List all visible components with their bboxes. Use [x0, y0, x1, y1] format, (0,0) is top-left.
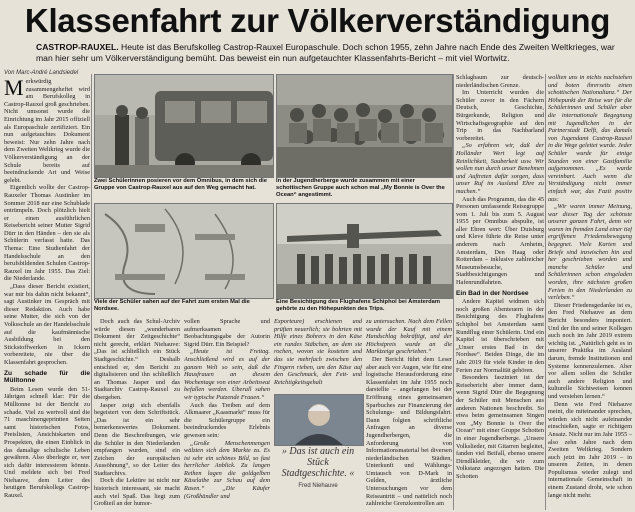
- col4-p1: Exporteure) erschienen und prüften neuerlich; sie bohrten mit Hilfe eines Bohrers in den Käse ein rundes Stäbchen, an dem sie rochen, wovon sie kosteten und das sie mehrfach zwischen den Fingern rieben, um den Käse auf den Geschmack, den Fett- und Reichtigkeitsgehalt: [274, 318, 362, 386]
- col2-p2: Jasper zeigt sich ebenfalls begeistert von dem Schriftstück. „Das ist ein sehr bemerkenswertes Dokument. Denn die Beschreibungen, wie die Schüler in den Niederlanden empfangen wurden, sind ein Zeichen der europäischen Aussöhnung“, so der Leiter des Stadtarchivs.: [94, 401, 180, 477]
- col3-p1: vollen Sprache und aufmerksamen Beobachtungsgabe der Autorin Sigrid Dürr. Ein Beispiel?: [184, 318, 270, 348]
- lead-place: CASTROP-RAUXEL.: [36, 42, 119, 52]
- youth-hostel-image: [277, 75, 452, 177]
- byline: Von Marc-André Landsiedel: [4, 70, 79, 76]
- col7-p2: „Wir waren immer Meinung, war dieser Tag der schönste unserer ganzen Fahrt, denn wir waren im fremden Land einer tief ergriffenen Friedensbewegung begegnet. Viele Karten und Briefe sind inzwischen hin und her geschrieben worden und manche Schüler und Schülerinnen schon eingeladen worden, ihre nächsten großen Ferien in den Niederlanden zu verleben.“: [548, 203, 632, 302]
- col5-p1: Der Bericht führt dem Leser aber auch vor Augen, wie für eine logistische Herausforderung eine Klassenfahrt im Jahr 1955 noch darstellte – angefangen bei der Eröffnung eines gemeinsamen Sparbuches zur Finanzierung der Schulungs- und Bildungsfahrt. Dann folgten schriftliche Anfragen an diverse Jugendherbergen, die Anforderung von Informationsmaterial bei diversen niederländischen Städten, Unterkunft und Wählungs-Umtausch von D-Mark in Gulden, ärztliche Untersuchungen vor dem Reiseantritt – und natürlich noch zahlreiche Grenzkontrollen am: [366, 355, 452, 508]
- photo-youth-hostel: [276, 74, 453, 178]
- col1-p1: erkwürdig zusammengeheftet wird am Berufskolleg in Castrop-Rauxel groß geschrieben. Nicht umsonst wurde die Einrichtung im Jahr 2015 offiziell als Europaschule zertifiziert. Ein nun aufgetauchtes Dokument beweist: Nur zehn Jahre nach dem Zweiten Weltkrieg wurde die Völkerverständigung an der Schule bereits auf beeindruckende Art und Weise gelebt.: [4, 78, 90, 184]
- photo-portrait: [274, 394, 364, 446]
- map-image: [95, 204, 273, 298]
- column-4: [274, 318, 362, 392]
- bus-image: [95, 75, 273, 177]
- col6-p6: Besonders fasziniert ist der Reisebericht aber immer dann, wenn Sigrid Dürr die Begegnung der Schüler mit Menschen aus anderen Nationen beschreibt. So etwa beim gemeinsamen Singen von „My Bonnie is Over the Ocean“ mit einer Gruppe Schotten in einer Jugendherberge. „Unsere Volkslieder, mit Gitarren begleitet, fanden viel Beifall, ebenso unsere Dirndlkleider, die wir zum Volkstanz angezogen hatten. Die Schotten: [456, 374, 544, 480]
- caption-youth-hostel: In der Jugendherberge wurde zusammen mit einer schottischen Gruppe auch schon mal „My Bonnie is Over the Ocean“ angestimmt.: [276, 178, 445, 198]
- photo-airport: [276, 203, 453, 299]
- subheading-nordsee: Ein Bad in der Nordsee: [456, 289, 529, 297]
- col6-p3: „So erfahren wir, daß der Holländer Wert legt auf Reinlichkeit, Sauberkeit usw. Wir wollen nun durch unser Benehmen und Auftreten dafür sorgen, dass unser Ruf im Ausland Ehre zu machen.“: [456, 142, 544, 195]
- column-6: [456, 74, 544, 510]
- column-rule: [453, 74, 454, 510]
- col1-p3: „Dass dieser Bericht existiert, war mir bis dahin nicht bekannt“, sagt Austinker im Gespräch mit dieser Redaktion. Auch habe seine Mutter, die sich von der Volksschule an der Handelsschule auf die kaufmännische Ausbildung bei den Stickstoffwerken in Ickern vorbereitete, nie über die Klassenfahrt gesprochen.: [4, 283, 90, 366]
- col6-p2: Im Unterricht wurden die Schüler zuvor in den Fächern Deutsch, Geschichte, Bürgerkunde, Religion und Wirtschaftsgeographie auf den Trip in das Nachbarland vorbereitet.: [456, 89, 544, 142]
- col1-p2: Eigentlich wollte der Castrop-Rauxeler Thomas Austinker im Sommer 2018 nur eine Schublade entrümpeln. Doch plötzlich hielt er einen ausführlichen Reisebericht seiner Mutter Sigrid Dürr in den Händen – den sie als Schülerin verfasst hatte. Das Thema: Eine Studienfahrt der Handelsschule an den berufsbildenden Schulen Castrop-Rauxel im Jahr 1955. Das Ziel: die Niederlande.: [4, 184, 90, 283]
- column-rule: [91, 74, 92, 510]
- col4-p2: zu untersuchen. Nach dem Fellen wurde der Kauf mit einem Handschlag bekräftigt, und der Höchstpreis wurde an die Marktzeige geschrieben.“: [366, 318, 452, 356]
- col6-p4: Auch das Programm, das die 45 Personen umfassende Reisegruppe vom 1. Juli bis zum 5. August 1955 per Omnibus abspulte, ist aller Ehren wert: Über Duisburg und Kleve führte die Reise unter anderem nach Arnheim, Amsterdam, Den Haag oder Rotterdam – inklusive zahlreicher Museumsbesuche, Stadtbesichtigungen und Hafenrundfahrten.: [456, 195, 544, 287]
- col3-p3: Auch das Treiben auf dem Alkmaarer „Kaasmarkt“ muss für die Schülergruppe ein beeindruckendes Erlebnis gewesen sein:: [184, 401, 270, 439]
- quote-text: » Das ist auch ein Stück Stadtgeschichte. «: [281, 446, 355, 479]
- col3-p2: „Heute ist Freitag. Anschließend wird es auf der ganzen Welt so sein, daß die Hausfrauen an diesem Wochentage von einer Arbeitswut befallen werden. Überall sahen wir typische Putzende Frauen.“: [184, 348, 270, 401]
- quote-author: Fred Niehauve: [298, 483, 338, 489]
- col1-p4: Beim Lesen wurde den 51-Jährigen schnell klar: Für die Mülltonne ist der Bericht zu schade. Viel zu wertvoll sind die 71 maschinengeprintten Seiten samt historischen Fotos, Preislisten, Ansichtskarten und Prospekten, die einen Einblick in das damalige schulische Leben gewähren. Also überlegte er, wer sich dafür interessieren könnte. Und meldete sich bei Fred Niehauve, dem Leiter des heutigen Berufskollegs Castrop-Rauxel.: [4, 385, 90, 500]
- col2-p1: Doch auch das Schul-Archiv würde diesen „wunderbaren Dokument der Zeitgeschichte“ nicht gerecht, erklärt Niehauve: „Das ist schließlich ein Stück Stadtgeschichte.“ Deshalb entschied er, den Bericht zu digitalisieren und ihn schließlich an Thomas Jasper und das Stadtarchiv Castrop-Rauxel zu übergeben.: [94, 318, 180, 401]
- column-rule: [545, 74, 546, 510]
- col7-p4: Denn wie Fred Niehauve meint, die miteinander sprechen, würden sich nicht aufeinander einschießen, sagte er richtigem Ansatz. Nicht nur im Jahr 1955 – also zehn Jahre nach dem Zweiten Weltkrieg. Sondern auch jetzt im Jahr 2019 – in unseren Zeiten, in denen Populismus wieder zulegt und internationale Gemeinschaft in einem Zustand droht, wie schon lange nicht mehr.: [548, 400, 632, 499]
- caption-airport: Eine Besichtigung des Flughafens Schiphol bei Amsterdam gehörte zu den Höhepunkten des Trips.: [276, 299, 441, 312]
- photo-bus: [94, 74, 274, 178]
- column-5: [366, 318, 452, 510]
- portrait-image: [275, 395, 363, 445]
- caption-bus: Zwei Schülerinnen posieren vor dem Omnibus, in dem sich die Gruppe von Castrop-Rauxel aus auf den Weg gemacht hat.: [94, 178, 267, 191]
- column-2: [94, 318, 180, 510]
- col2-p3: Doch die Lektüre ist nicht nur historisch interessant, sie macht auch viel Spaß. Das liegt zum Großteil an der humor-: [94, 477, 180, 508]
- drop-cap: M: [4, 78, 24, 100]
- column-1: [4, 78, 90, 510]
- col6-p5: Andere Kapitel widmen sich noch großen Abenteuern in der Besichtigung des Flughafens Schiphol bei Amsterdam samt Rundflug einer Schülerin. Und ein Kapitel ist überschrieben mit „Unser erstes Bad in der Nordsee“. Beiden Dinge, die im Jahr 2019 für viele Kinder in den Ferien zur Normalität gehören.: [456, 298, 544, 374]
- lead-text: Heute ist das Berufskolleg Castrop-Rauxel Europaschule. Doch schon 1955, zehn Jahre nach Ende des Zweiten Weltkrieges, war man hier sehr um Völkerverständigung bemüht. Das beweist ein nun aufgetauchter Klassenfahrts-Bericht – mit viel Wortwitz.: [36, 42, 615, 63]
- column-7: [548, 74, 632, 510]
- airport-image: [277, 204, 452, 298]
- photo-map: [94, 203, 274, 299]
- subheading-muelltonne: Zu schade für die Mülltonne: [4, 369, 90, 385]
- col7-p3: Dieser Friedensgedanke ist es, den Fred Niehauve an dem Bericht besonders imponiert. Und der ihn und seiner Kollegen auch noch im Jahr 2019 extrem wichtig ist. „Natürlich geht es in unserer Praktika im Ausland darum, fremde Institutionen und Systeme kennenzulernen. Aber vor allem sollen die Schüler auch andere Religion und kulturelle Sichtweisen kennen und verstehen lernen.“: [548, 301, 632, 400]
- column-3: [184, 318, 270, 510]
- col3-p4: „Große Menschenmengen wälzten sich dem Markte zu. Es ist sehr ein schönes Bild, so fast herrlicher Anblick. Zu langen Reihen lagen die goldgelben Käselaibe zur Schau auf dem Rasen.“ „Die Käufer (Großhändler und: [184, 439, 270, 500]
- col7-p1: wollten uns in nichts nachstehen und boten ihrerseits einen schottischen Nationaltanz.“ Der Höhepunkt der Reise war für die Schülerinnen und Schüler aber die internationale Begegnung mit Jugendlichen in der Partnerstadt Delft, das damals von Jugendamt Castrop-Rauxel in die Wege geleitet wurde. Jeder Schüler wurde für einige Stunden von einer Gastfamilie aufgenommen. „Es wurde vereinbart. Auch wenn die Verständigung nicht immer einfach war, das Fazit positiv aus:: [548, 74, 632, 203]
- headline: Klassenfahrt zur Völkerverständigung: [24, 2, 611, 39]
- lead-paragraph: [36, 42, 632, 64]
- col6-p1: Schlagbaum zur deutsch-niederländischen Grenze.: [456, 74, 544, 89]
- pull-quote: [274, 446, 362, 506]
- caption-map: Viele der Schüler sahen auf der Fahrt zum ersten Mal die Nordsee.: [94, 299, 250, 312]
